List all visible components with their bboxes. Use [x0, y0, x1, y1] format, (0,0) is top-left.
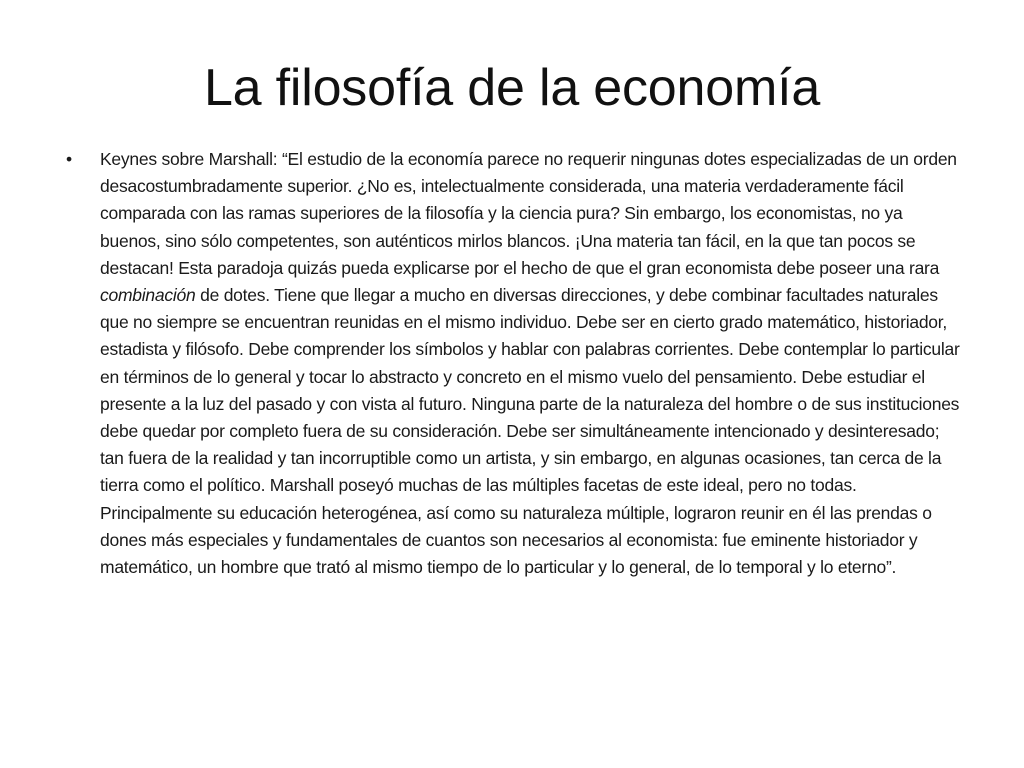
bullet-item [66, 146, 966, 581]
bullet-marker: • [66, 149, 72, 169]
quote-text-part-2: de dotes. Tiene que llegar a mucho en diversas direcciones, y debe combinar facultades naturales que no siempre se encuentran reunidas en el mismo individuo. Debe ser en cierto grado matemático, historiador, estadista y filósofo. Debe comprender los símbolos y hablar con palabras corrientes. Debe contemplar lo particular en términos de lo general y tocar lo abstracto y concreto en el mismo vuelo del pensamiento. Debe estudiar el presente a la luz del pasado y con vista al futuro. Ninguna parte de la naturaleza del hombre o de sus instituciones debe quedar por completo fuera de su consideración. Debe ser simultáneamente intencionado y desinteresado; tan fuera de la realidad y tan incorruptible como un artista, y sin embargo, en algunas ocasiones, tan cerca de la tierra como el político. Marshall poseyó muchas de las múltiples facetas de este ideal, pero no todas. Principalmente su educación heterogénea, así como su naturaleza múltiple, lograron reunir en él las prendas o dones más especiales y fundamentales de cuantos son necesarios al economista: fue eminente historiador y matemático, un hombre que trató al mismo tiempo de lo particular y lo general, de lo temporal y lo eterno”. [100, 285, 960, 578]
bullet-list [66, 146, 966, 581]
quote-emphasis: combinación [100, 285, 196, 306]
bullet-text [100, 149, 960, 577]
slide-title: La filosofía de la economía [203, 59, 821, 117]
quote-text-part-1: Keynes sobre Marshall: “El estudio de la economía parece no requerir ningunas dotes especializadas de un orden desacostumbradamente superior. ¿No es, intelectualmente considerada, una materia verdaderamente fácil comparada con las ramas superiores de la filosofía y la ciencia pura? Sin embargo, los economistas, no ya buenos, sino sólo competentes, son auténticos mirlos blancos. ¡Una materia tan fácil, en la que tan pocos se destacan! Esta paradoja quizás pueda explicarse por el hecho de que el gran economista debe poseer una rara [100, 149, 957, 278]
